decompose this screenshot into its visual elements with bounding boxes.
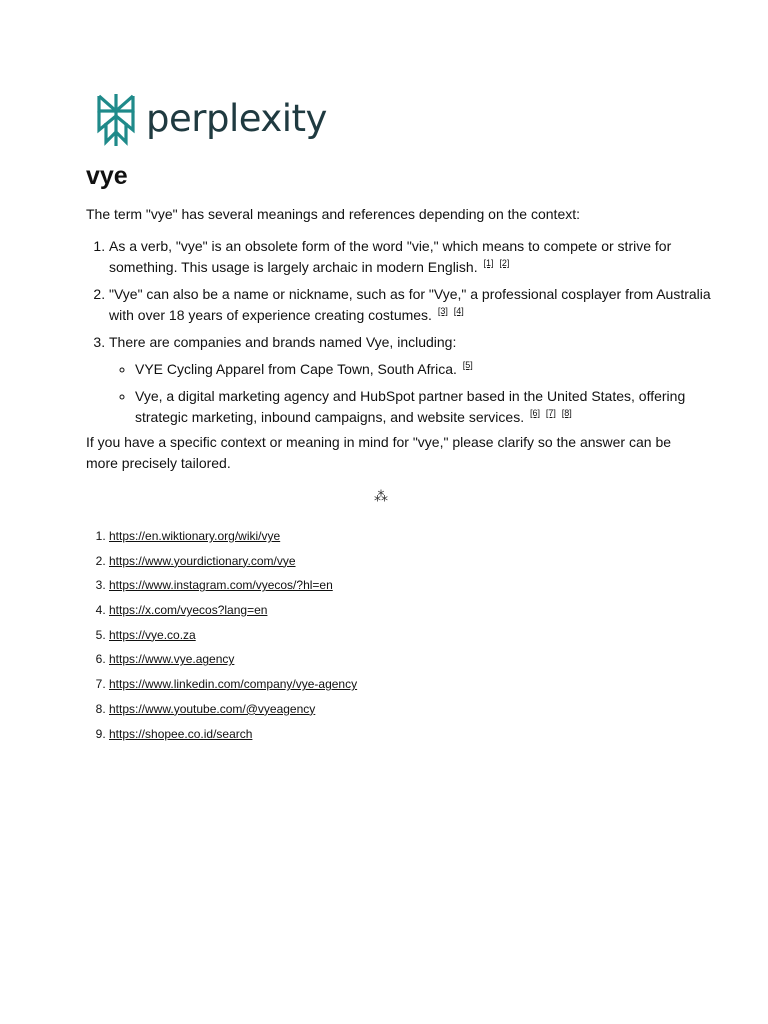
citation-link[interactable]: [7] (545, 408, 556, 418)
sub-list-item (135, 359, 719, 380)
sub-list-item-text: VYE Cycling Apparel from Cape Town, South Africa. (135, 361, 457, 377)
sub-list-item (135, 386, 719, 428)
reference-item (109, 602, 357, 618)
reference-link[interactable]: https://www.vye.agency (109, 652, 235, 667)
citation-link[interactable]: [3] (437, 306, 448, 316)
reference-item (109, 627, 357, 643)
reference-item (109, 676, 357, 692)
citation-link[interactable]: [4] (453, 306, 464, 316)
references-list (86, 528, 357, 750)
answer-list (86, 236, 719, 434)
reference-link[interactable]: https://www.youtube.com/@vyeagency (109, 701, 316, 716)
citation-link[interactable]: [2] (499, 258, 510, 268)
sub-list (109, 359, 719, 428)
reference-link[interactable]: https://en.wiktionary.org/wiki/vye (109, 529, 281, 543)
list-item (109, 332, 719, 428)
sub-list-item-text: Vye, a digital marketing agency and HubSpot partner based in the United States, offering strategic marketing, inbound campaigns, and website services. (135, 388, 686, 425)
intro-paragraph: The term "vye" has several meanings and references depending on the context: (86, 206, 581, 222)
reference-link[interactable]: https://shopee.co.id/search (109, 726, 253, 741)
reference-item (109, 651, 357, 667)
closing-paragraph: If you have a specific context or meaning in mind for "vye," please clarify so the answer can be more precisely tailored. (86, 434, 672, 471)
reference-link[interactable]: https://www.instagram.com/vyecos/?hl=en (109, 578, 333, 593)
list-item-text: "Vye" can also be a name or nickname, such as for "Vye," a professional cosplayer from Australia with over 18 years of experience creating costumes. (109, 286, 711, 323)
page-title: vye (86, 162, 128, 190)
reference-item (109, 726, 357, 742)
reference-item (109, 528, 357, 544)
reference-item (109, 701, 357, 717)
list-item (109, 284, 719, 326)
perplexity-logo (94, 92, 327, 148)
citation-link[interactable]: [5] (462, 360, 473, 370)
perplexity-logo-icon (94, 92, 138, 148)
reference-link[interactable]: https://x.com/vyecos?lang=en (109, 603, 268, 618)
reference-item (109, 553, 357, 569)
reference-item (109, 577, 357, 593)
list-item (109, 236, 719, 278)
list-item-text: As a verb, "vye" is an obsolete form of the word "vie," which means to compete or strive for something. This usage is largely archaic in modern English. (109, 238, 672, 275)
citation-link[interactable]: [1] (483, 258, 494, 268)
citation-link[interactable]: [8] (561, 408, 572, 418)
list-item-text: There are companies and brands named Vye, including: (109, 334, 457, 350)
section-separator: ⁂ (374, 488, 388, 504)
logo-wordmark: perplexity (146, 96, 327, 140)
citation-link[interactable]: [6] (529, 408, 540, 418)
reference-link[interactable]: https://vye.co.za (109, 627, 196, 642)
reference-link[interactable]: https://www.yourdictionary.com/vye (109, 553, 296, 568)
reference-link[interactable]: https://www.linkedin.com/company/vye-agency (109, 677, 358, 692)
